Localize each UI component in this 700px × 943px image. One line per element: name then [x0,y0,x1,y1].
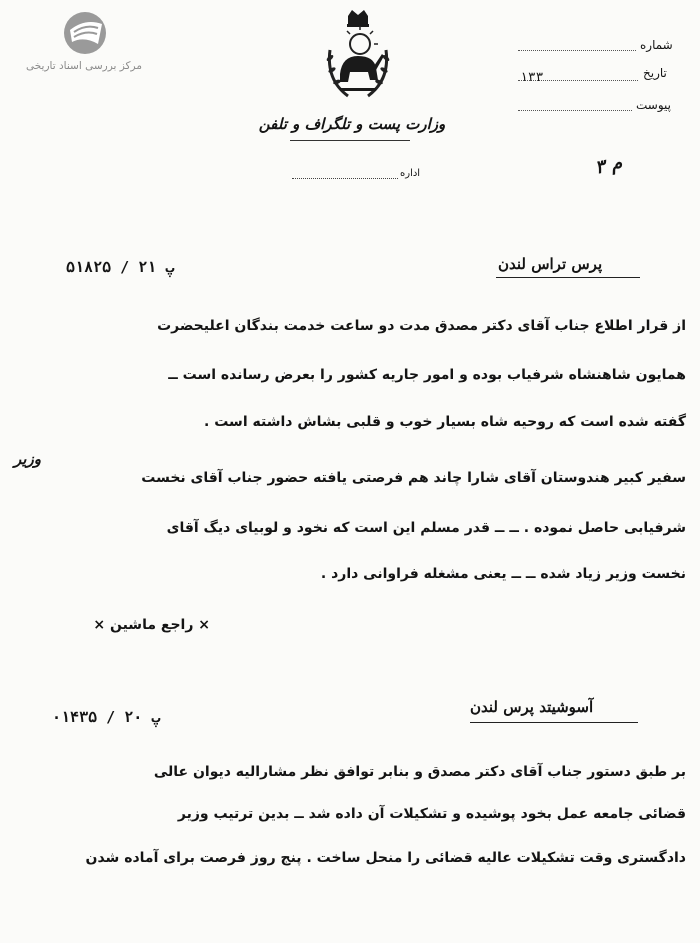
section1-line-3: گفته شده است که روحیه شاه بسیار خوب و قلبی بشاش داشته است . [204,414,686,430]
section2-line-3: دادگستری وقت تشکیلات عالیه قضائی را منحل ساخت . پنج روز فرصت برای آماده شدن [85,850,686,866]
attachment-field-line [518,110,632,111]
section1-reference: پ ۲۱ / ۵۱۸۲۵ [66,258,175,276]
number-field-line [518,50,636,51]
section2-reference: پ ۲۰ / ۰۱۴۳۵ [52,708,161,726]
margin-note: وزیر [14,450,41,468]
section1-addressee: پرس تراس لندن [498,255,603,273]
section2-addressee: آسوشیتد پرس لندن [470,698,594,716]
lion-and-sun-emblem-icon [318,10,398,110]
attachment-label: پیوست [636,98,671,112]
ministry-underline [290,140,410,141]
department-field-line [292,178,398,179]
section1-addressee-underline [496,277,640,278]
section1-line-6: نخست وزیر زیاد شده ــ ــ یعنی مشغله فراوانی دارد . [320,566,686,582]
section1-closing: × راجع ماشین × [93,617,210,633]
archive-watermark [14,8,154,80]
section1-line-4: سفیر کبیر هندوستان آقای شارا چاند هم فرصتی یافته حضور جناب آقای نخست [141,470,686,486]
section1-line-2: همایون شاهنشاه شرفیاب بوده و امور جاریه کشور را بعرض رسانده است ــ [168,367,686,383]
section1-line-5: شرفیابی حاصل نموده . ــ ــ قدر مسلم این است که نخود و لوبیای دیگ آقای [166,520,686,536]
department-label: اداره [400,168,421,179]
section2-addressee-underline [470,722,638,723]
section2-line-1: بر طبق دستور جناب آقای دکتر مصدق و بنابر توافق نظر مشارالیه دیوان عالی [153,764,686,780]
ministry-name: وزارت پست و تلگراف و تلفن [258,115,446,133]
watermark-text: مرکز بررسی اسناد تاریخی [26,60,142,72]
section1-line-1: از قرار اطلاع جناب آقای دکتر مصدق مدت دو ساعت خدمت بندگان اعلیحضرت [157,318,686,334]
date-label: تاریخ [643,66,667,80]
section2-line-2: قضائی جامعه عمل بخود پوشیده و تشکیلات آن داده شد ــ بدین ترتیب وزیر [177,806,686,822]
number-label: شماره [640,38,673,52]
archive-logo-icon [60,10,110,56]
date-value: ۱۳۳ [520,70,544,85]
handwritten-mark: م ۳ [593,152,624,179]
